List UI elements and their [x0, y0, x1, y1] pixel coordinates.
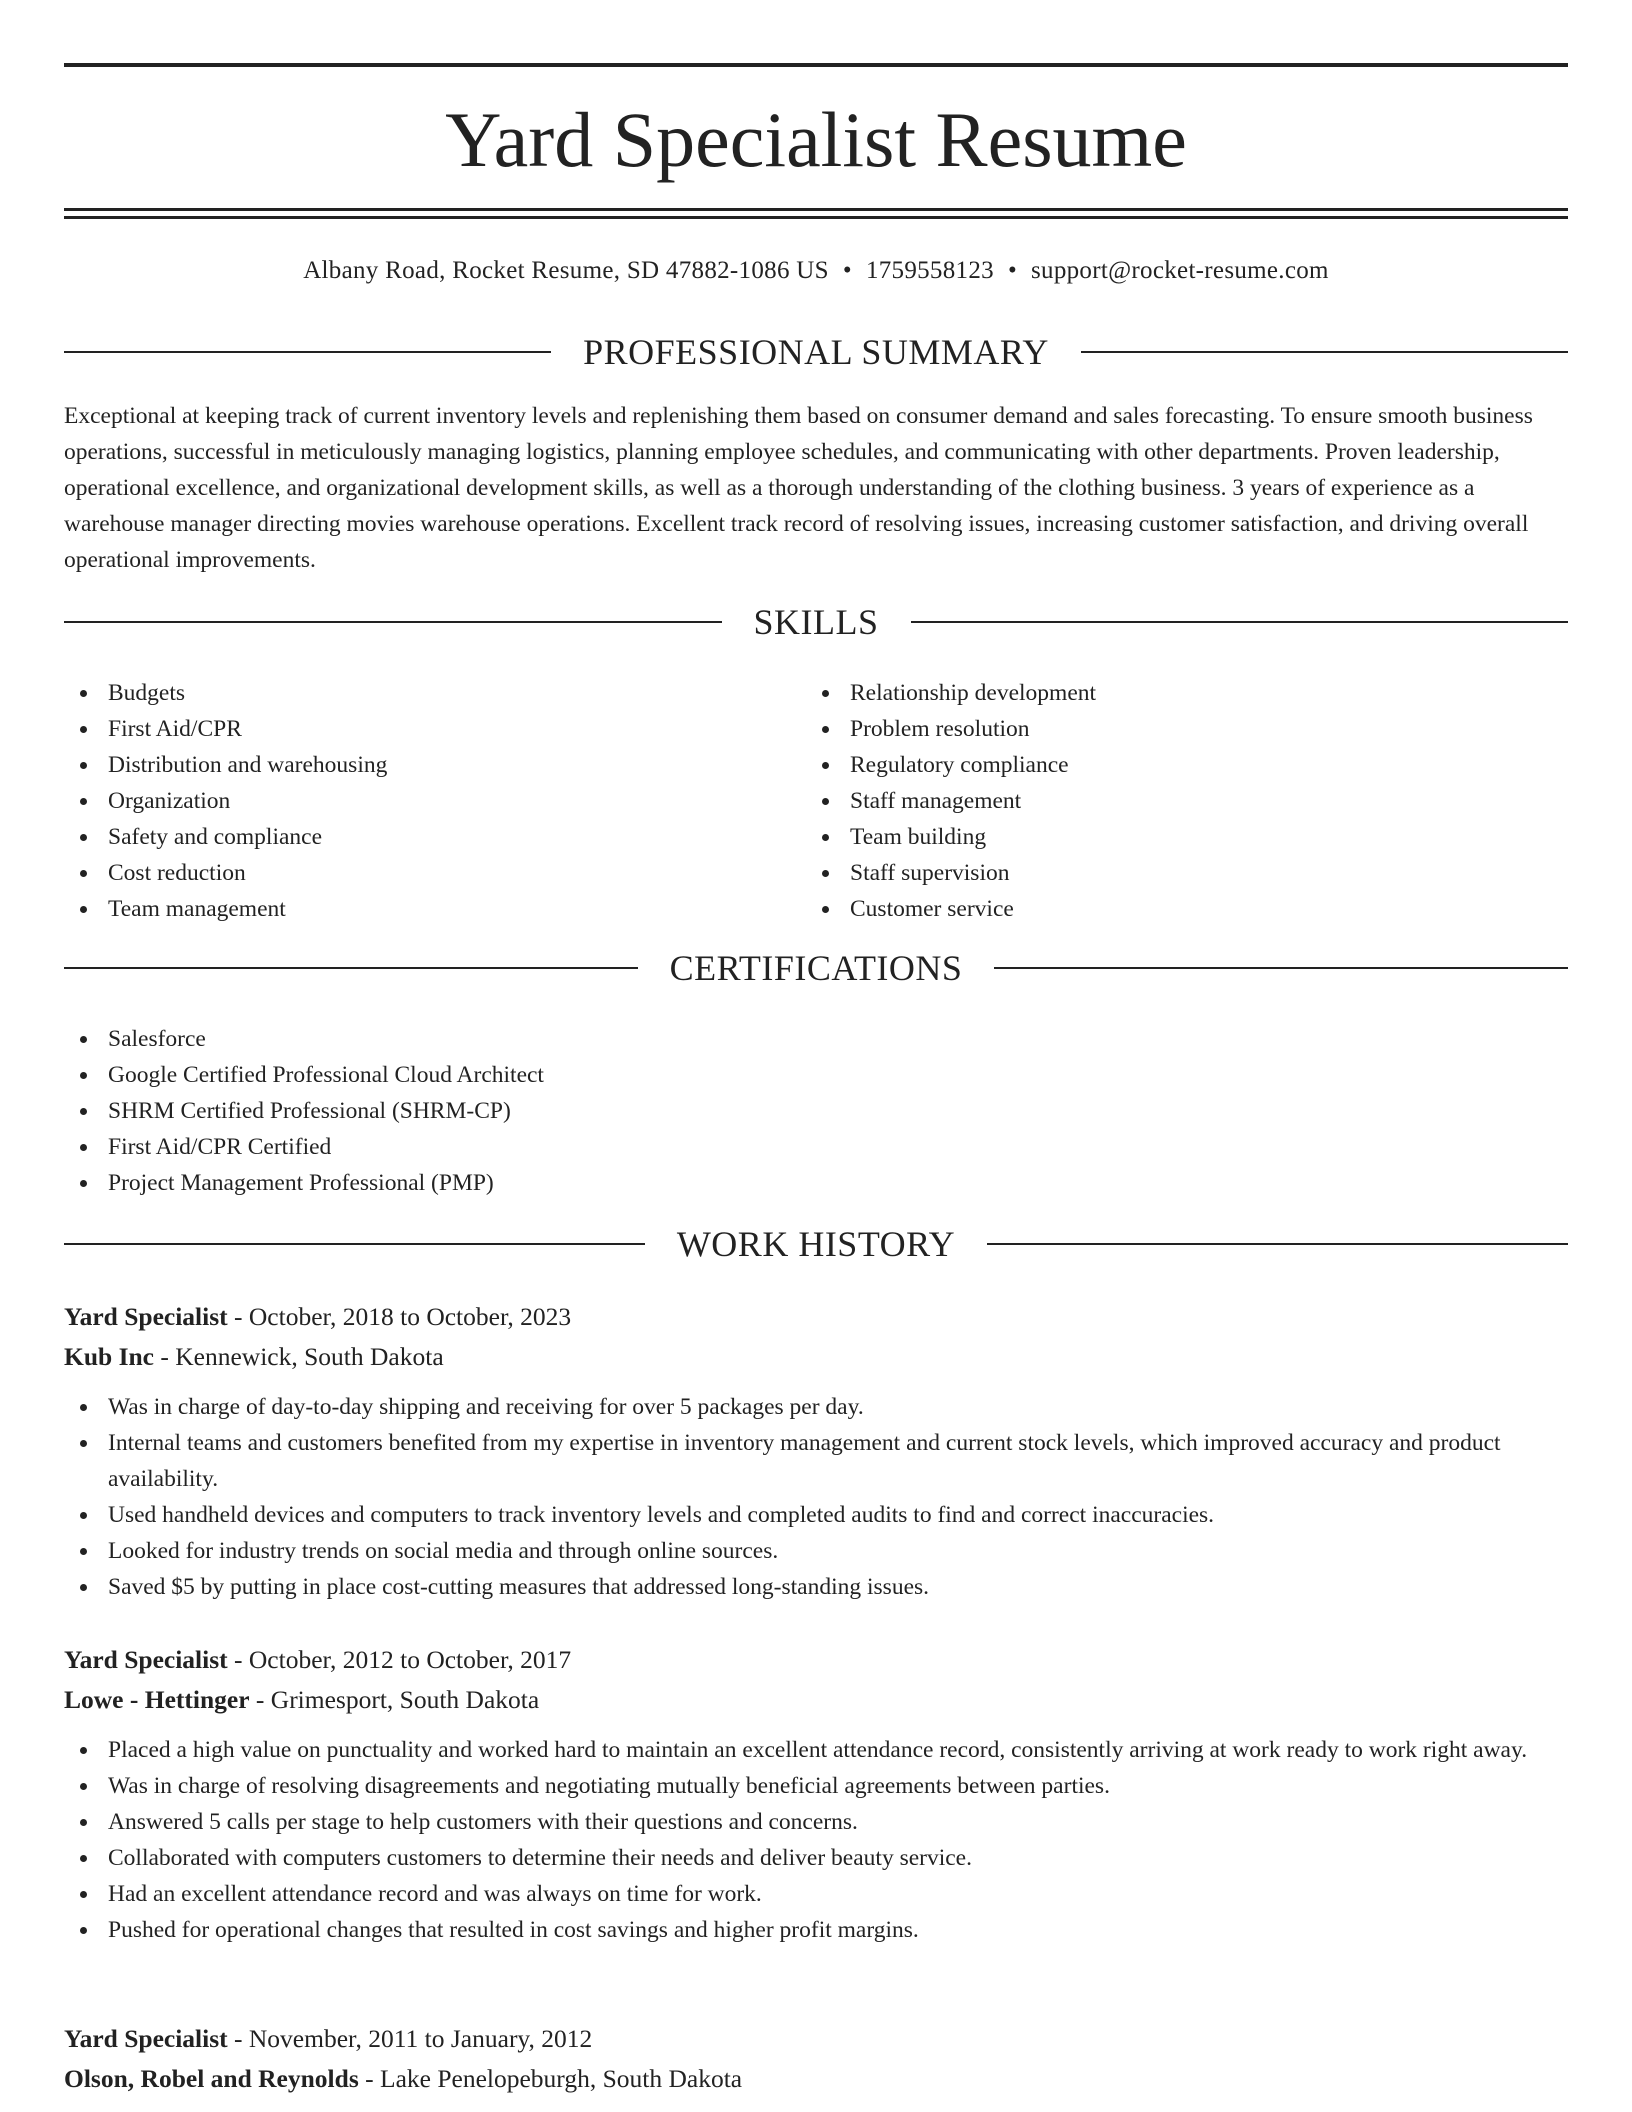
- title-double-rule: [64, 208, 1568, 219]
- top-rule: [64, 63, 1568, 67]
- job-bullet: Internal teams and customers benefited from my expertise in inventory management and current stock levels, which improved accuracy and product availability.: [64, 1425, 1568, 1497]
- summary-text: Exceptional at keeping track of current inventory levels and replenishing them based on consumer demand and sales forecasting. To ensure smooth business operations, successful in meticulously managing logistics, planning employee schedules, and communicating with other departments. Proven leadership, operational excellence, and organizational development skills, as well as a thorough understanding of the clothing business. 3 years of experience as a warehouse manager directing movies warehouse operations. Excellent track record of resolving issues, increasing customer satisfaction, and driving overall operational improvements.: [64, 403, 1533, 573]
- divider: [64, 1243, 645, 1245]
- contact-email: support@rocket-resume.com: [1031, 257, 1329, 284]
- skill-item: Regulatory compliance: [806, 747, 1506, 783]
- skill-item: Distribution and warehousing: [64, 747, 764, 783]
- skill-item: First Aid/CPR: [64, 711, 764, 747]
- section-title: CERTIFICATIONS: [669, 948, 963, 988]
- skills-list-right: [806, 675, 1506, 927]
- skill-item: Staff management: [806, 783, 1506, 819]
- job-bullets: [64, 1389, 1568, 1605]
- divider: [987, 1243, 1568, 1245]
- skill-item: Organization: [64, 783, 764, 819]
- job-company-line: [64, 1337, 1568, 1377]
- job-dates: - October, 2018 to October, 2023: [227, 1302, 572, 1331]
- divider: [1081, 351, 1568, 353]
- divider: [994, 967, 1568, 969]
- section-title: WORK HISTORY: [676, 1224, 956, 1264]
- divider: [911, 621, 1569, 623]
- job-entry: [64, 1640, 1568, 1948]
- certification-item: SHRM Certified Professional (SHRM-CP): [64, 1093, 1568, 1129]
- skill-item: Relationship development: [806, 675, 1506, 711]
- section-title: PROFESSIONAL SUMMARY: [583, 332, 1049, 372]
- certification-item: Google Certified Professional Cloud Architect: [64, 1057, 1568, 1093]
- job-company-line: [64, 1680, 1568, 1720]
- section-heading-skills: [64, 600, 1568, 644]
- section-title: SKILLS: [753, 602, 879, 642]
- skill-item: Problem resolution: [806, 711, 1506, 747]
- job-bullet: Was in charge of resolving disagreements and negotiating mutually beneficial agreements between parties.: [64, 1768, 1568, 1804]
- contact-phone: 1759558123: [865, 257, 994, 284]
- contact-separator: •: [842, 257, 852, 284]
- job-bullet: Used handheld devices and computers to track inventory levels and completed audits to find and correct inaccuracies.: [64, 1497, 1568, 1533]
- job-dates: - November, 2011 to January, 2012: [227, 2024, 593, 2053]
- job-title-line: [64, 1640, 1568, 1680]
- job-bullet: Looked for industry trends on social media and through online sources.: [64, 1533, 1568, 1569]
- job-title-line: [64, 1297, 1568, 1337]
- resume-title: Yard Specialist Resume: [445, 96, 1187, 183]
- job-entry: [64, 2019, 1568, 2099]
- job-bullet: Had an excellent attendance record and was always on time for work.: [64, 1876, 1568, 1912]
- job-company: Olson, Robel and Reynolds: [64, 2064, 359, 2093]
- divider: [64, 967, 638, 969]
- certifications-list: [64, 1021, 1568, 1201]
- contact-address: Albany Road, Rocket Resume, SD 47882-1086 US: [303, 257, 829, 284]
- job-dates: - October, 2012 to October, 2017: [227, 1645, 572, 1674]
- job-title: Yard Specialist: [64, 1645, 228, 1674]
- skill-item: Team management: [64, 891, 764, 927]
- job-bullet: Saved $5 by putting in place cost-cutting measures that addressed long-standing issues.: [64, 1569, 1568, 1605]
- contact-separator: •: [1007, 257, 1017, 284]
- job-company: Lowe - Hettinger: [64, 1685, 250, 1714]
- job-bullet: Collaborated with computers customers to determine their needs and deliver beauty service.: [64, 1840, 1568, 1876]
- section-heading-summary: [64, 330, 1568, 374]
- job-bullet: Was in charge of day-to-day shipping and receiving for over 5 packages per day.: [64, 1389, 1568, 1425]
- skill-item: Cost reduction: [64, 855, 764, 891]
- contact-line: [64, 254, 1568, 288]
- skill-item: Budgets: [64, 675, 764, 711]
- job-location: - Kennewick, South Dakota: [154, 1342, 444, 1371]
- job-title: Yard Specialist: [64, 2024, 228, 2053]
- section-heading-certifications: [64, 946, 1568, 990]
- certification-item: Project Management Professional (PMP): [64, 1165, 1568, 1201]
- job-company-line: [64, 2059, 1568, 2099]
- certification-item: Salesforce: [64, 1021, 1568, 1057]
- job-bullet: Answered 5 calls per stage to help customers with their questions and concerns.: [64, 1804, 1568, 1840]
- divider: [64, 621, 722, 623]
- job-title: Yard Specialist: [64, 1302, 228, 1331]
- job-title-line: [64, 2019, 1568, 2059]
- skill-item: Customer service: [806, 891, 1506, 927]
- divider: [64, 351, 551, 353]
- skills-list-left: [64, 675, 764, 927]
- job-bullet: Placed a high value on punctuality and worked hard to maintain an excellent attendance record, consistently arriving at work ready to work right away.: [64, 1732, 1568, 1768]
- skill-item: Staff supervision: [806, 855, 1506, 891]
- job-location: - Lake Penelopeburgh, South Dakota: [358, 2064, 743, 2093]
- job-entry: [64, 1297, 1568, 1605]
- job-location: - Grimesport, South Dakota: [249, 1685, 540, 1714]
- skill-item: Safety and compliance: [64, 819, 764, 855]
- job-bullets: [64, 1732, 1568, 1948]
- section-heading-work-history: [64, 1222, 1568, 1266]
- job-bullet: Pushed for operational changes that resulted in cost savings and higher profit margins.: [64, 1912, 1568, 1948]
- job-company: Kub Inc: [64, 1342, 154, 1371]
- certification-item: First Aid/CPR Certified: [64, 1129, 1568, 1165]
- skill-item: Team building: [806, 819, 1506, 855]
